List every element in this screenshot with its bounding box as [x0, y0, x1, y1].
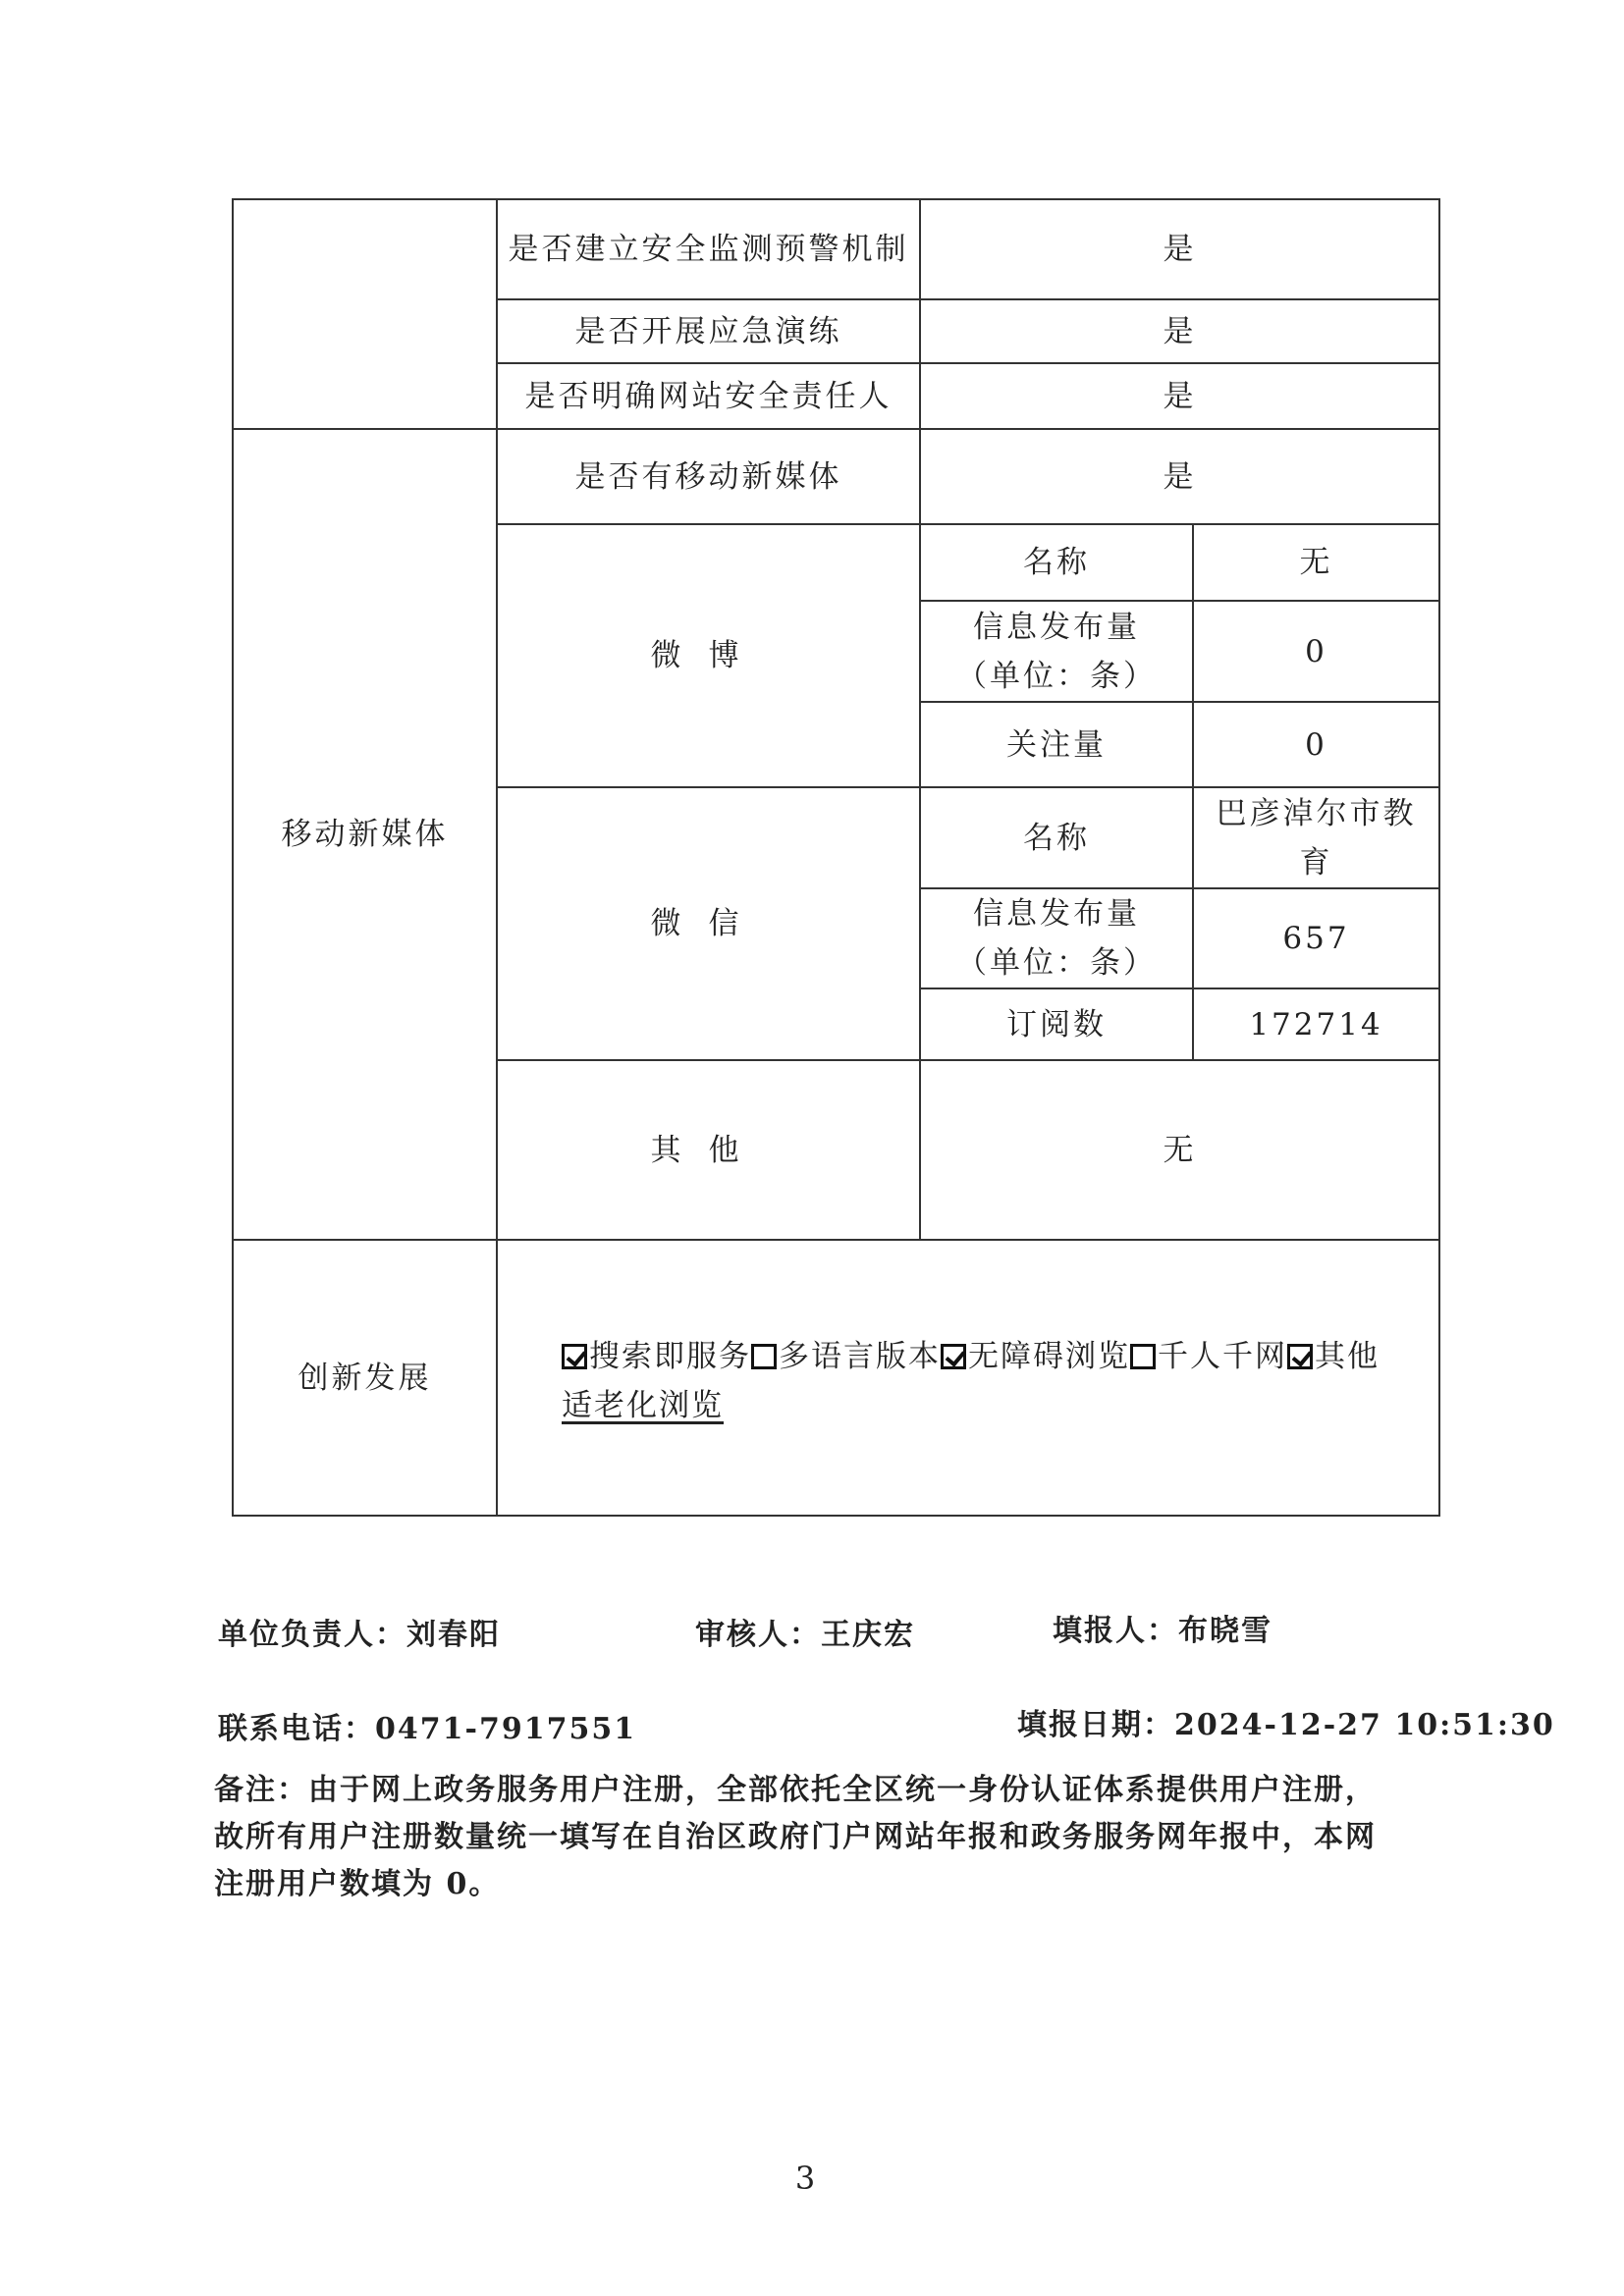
checkbox-checked-icon[interactable] — [562, 1344, 587, 1369]
option-multilanguage[interactable]: 多语言版本 — [751, 1339, 941, 1374]
weibo-followers-value: 0 — [1305, 726, 1327, 763]
other-media-value: 无 — [1163, 1132, 1197, 1168]
reviewer: 审核人：王庆宏 — [695, 1618, 915, 1652]
table-border-right — [1438, 198, 1440, 1517]
filler: 填报人：布晓雪 — [1053, 1614, 1272, 1648]
wechat-name-value: 巴彦淖尔市教育 — [1216, 795, 1417, 881]
checkbox-empty-icon[interactable] — [1130, 1344, 1156, 1369]
page-number: 3 — [794, 2160, 816, 2197]
option-other[interactable]: 其他 — [1287, 1339, 1380, 1374]
innovation-other-text: 适老化浏览 — [562, 1388, 724, 1423]
remark-note: 备注：由于网上政务服务用户注册，全部依托全区统一身份认证体系提供用户注册，故所有用户注册数量统一填写在自治区政府门户网站年报和政务服务网年报中，本网注册用户数填为 0。 — [214, 1773, 1377, 1901]
mobile-section-label: 移动新媒体 — [281, 817, 449, 852]
wechat-posts-value: 657 — [1282, 921, 1350, 956]
checkbox-checked-icon[interactable] — [1287, 1344, 1313, 1369]
option-personalized[interactable]: 千人千网 — [1130, 1339, 1287, 1374]
security-monitoring-value: 是 — [1163, 232, 1197, 267]
innovation-options — [562, 1332, 1426, 1430]
other-media-label: 其他 — [650, 1132, 767, 1168]
innovation-label: 创新发展 — [298, 1360, 432, 1396]
weibo-followers-label: 关注量 — [1006, 726, 1107, 763]
security-responsible-value: 是 — [1163, 378, 1197, 414]
security-responsible-label: 是否明确网站安全责任人 — [524, 378, 893, 414]
weibo-label: 微博 — [650, 638, 767, 673]
wechat-name-label: 名称 — [1023, 820, 1090, 856]
contact-phone: 联系电话：0471-7917551 — [218, 1712, 637, 1746]
security-drill-value: 是 — [1163, 313, 1197, 349]
weibo-name-value: 无 — [1299, 545, 1333, 580]
fill-date: 填报日期：2024-12-27 10:51:30 — [1017, 1708, 1555, 1742]
security-drill-label: 是否开展应急演练 — [574, 313, 842, 349]
checkbox-empty-icon[interactable] — [751, 1344, 777, 1369]
option-search-service[interactable]: 搜索即服务 — [562, 1339, 751, 1374]
security-monitoring-label: 是否建立安全监测预警机制 — [508, 232, 909, 267]
wechat-label: 微信 — [650, 906, 767, 941]
unit-head: 单位负责人：刘春阳 — [218, 1618, 501, 1652]
weibo-name-label: 名称 — [1023, 545, 1090, 580]
option-accessibility[interactable]: 无障碍浏览 — [941, 1339, 1130, 1374]
weibo-posts-value: 0 — [1305, 633, 1327, 669]
wechat-subscribers-value: 172714 — [1249, 1006, 1383, 1042]
weibo-posts-label: 信息发布量（单位：条） — [956, 609, 1157, 694]
wechat-subscribers-label: 订阅数 — [1006, 1006, 1107, 1042]
table-border-bottom — [232, 1515, 1440, 1517]
checkbox-checked-icon[interactable] — [941, 1344, 966, 1369]
has-media-value: 是 — [1163, 458, 1197, 495]
has-media-label: 是否有移动新媒体 — [574, 458, 842, 495]
wechat-posts-label: 信息发布量（单位：条） — [956, 896, 1157, 981]
